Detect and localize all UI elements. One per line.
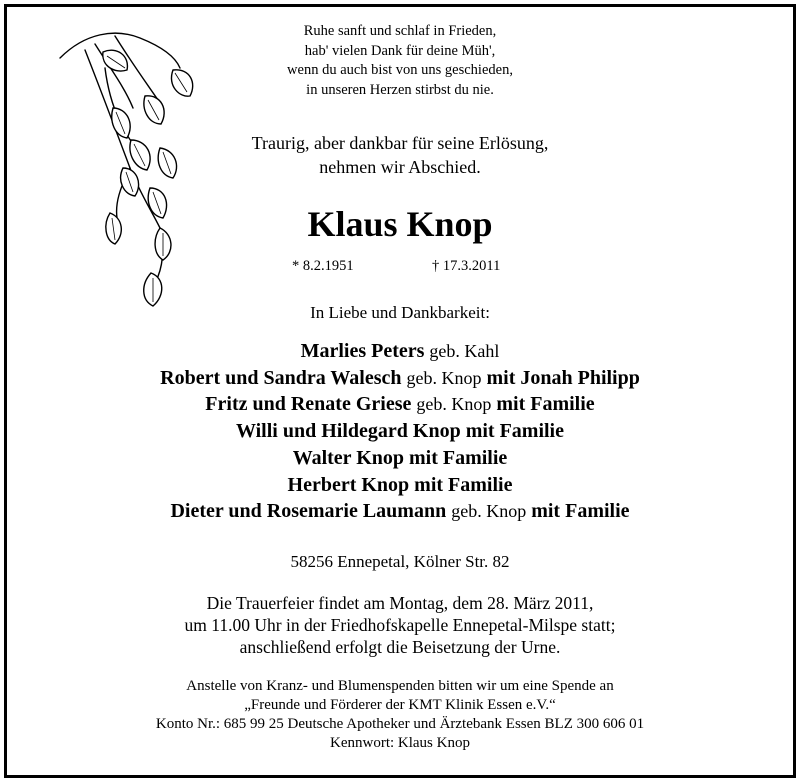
death-date: † 17.3.2011 — [432, 258, 501, 274]
service-line: anschließend erfolgt die Beisetzung der Urne. — [239, 637, 561, 657]
mourner-name: Dieter und Rosemarie Laumann — [170, 500, 447, 523]
mourner-entry — [0, 365, 800, 392]
mourner-name: Herbert Knop mit Familie — [287, 473, 513, 496]
mourner-extra: mit Familie — [496, 393, 595, 416]
family-address: 58256 Ennepetal, Kölner Str. 82 — [290, 552, 510, 571]
donation-request — [0, 677, 800, 753]
mourner-entry — [0, 498, 800, 525]
mourner-name: Willi und Hildegard Knop mit Familie — [235, 420, 564, 443]
donation-line: „Freunde und Förderer der KMT Klinik Essen e.V.“ — [244, 697, 556, 713]
donation-line: Anstelle von Kranz- und Blumenspenden bitten wir um eine Spende an — [186, 678, 614, 694]
deceased-name: Klaus Knop — [307, 204, 493, 244]
donation-line: Konto Nr.: 685 99 25 Deutsche Apotheker und Ärztebank Essen BLZ 300 606 01 — [155, 716, 645, 732]
farewell-line: nehmen wir Abschied. — [319, 157, 481, 177]
dedication-line: In Liebe und Dankbarkeit: — [310, 303, 490, 322]
mourner-entry — [0, 445, 800, 472]
mourner-entry — [0, 338, 800, 365]
mourner-name: Robert und Sandra Walesch — [160, 366, 402, 389]
donation-line: Kennwort: Klaus Knop — [330, 735, 470, 751]
poem-line: hab' vielen Dank für deine Müh', — [304, 42, 496, 59]
mourner-name: Fritz und Renate Griese — [205, 393, 412, 416]
mourner-entry — [0, 472, 800, 499]
maiden-name: geb. Knop — [406, 367, 482, 388]
mourner-name: Marlies Peters — [300, 340, 425, 362]
farewell-text — [0, 131, 800, 179]
maiden-name: geb. Kahl — [429, 341, 500, 361]
poem-line: in unseren Herzen stirbst du nie. — [306, 81, 494, 98]
mourner-name: Walter Knop mit Familie — [292, 446, 508, 469]
maiden-name: geb. Knop — [416, 394, 492, 415]
poem-line: wenn du auch bist von uns geschieden, — [287, 62, 513, 78]
birth-date: * 8.2.1951 — [292, 258, 354, 274]
memorial-poem — [0, 22, 800, 100]
funeral-service-info — [0, 592, 800, 658]
service-line: um 11.00 Uhr in der Friedhofskapelle Ennepetal-Milspe statt; — [184, 615, 616, 635]
mourner-entry — [0, 391, 800, 418]
mourner-extra: mit Jonah Philipp — [486, 366, 640, 389]
mourner-entry — [0, 418, 800, 445]
service-line: Die Trauerfeier findet am Montag, dem 28. März 2011, — [206, 593, 594, 613]
maiden-name: geb. Knop — [451, 501, 527, 522]
mourners-list — [0, 338, 800, 525]
poem-line: Ruhe sanft und schlaf in Frieden, — [303, 23, 497, 39]
mourner-extra: mit Familie — [531, 500, 630, 523]
farewell-line: Traurig, aber dankbar für seine Erlösung, — [251, 133, 549, 153]
